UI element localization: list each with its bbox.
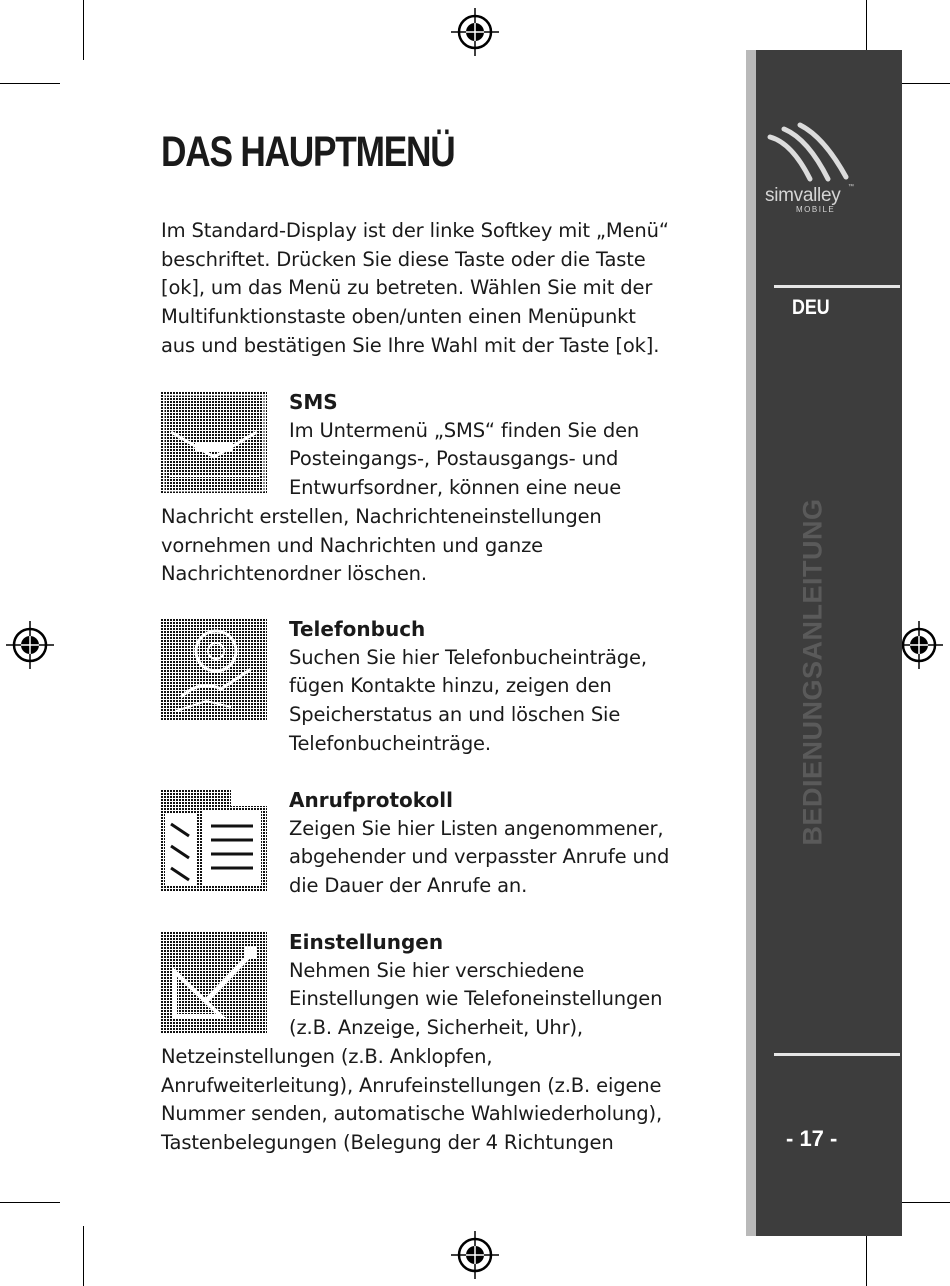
text-line: Nachrichtenordner löschen. bbox=[161, 562, 427, 586]
section-heading: SMS bbox=[289, 390, 338, 414]
brand-subtitle: MOBILE bbox=[796, 205, 836, 214]
divider bbox=[774, 285, 900, 288]
text-line: Speicherstatus an und löschen Sie bbox=[289, 703, 621, 727]
text-line: Im Untermenü „SMS“ finden Sie den bbox=[289, 418, 640, 442]
section-text-wrap bbox=[161, 1043, 662, 1158]
text-line: Nehmen Sie hier verschiedene bbox=[289, 958, 585, 982]
text-line: Zeigen Sie hier Listen angenommener, bbox=[289, 816, 664, 840]
text-line: Netzeinstellungen (z.B. Anklopfen, bbox=[161, 1044, 493, 1068]
crop-mark bbox=[0, 83, 60, 84]
crop-mark bbox=[83, 0, 84, 60]
section-text bbox=[289, 644, 647, 759]
brand-trademark: ™ bbox=[848, 184, 854, 190]
divider bbox=[774, 1053, 900, 1056]
text-line: (z.B. Anzeige, Sicherheit, Uhr), bbox=[289, 1016, 583, 1040]
phonebook-icon bbox=[161, 619, 267, 721]
intro-line: Im Standard-Display ist der linke Softkey mit „Menü“ bbox=[161, 219, 669, 242]
text-line: Nummer senden, automatische Wahlwiederholung), bbox=[161, 1102, 663, 1126]
text-line: Posteingangs-, Postausgangs- und bbox=[289, 447, 619, 471]
settings-tools-icon bbox=[161, 932, 267, 1034]
section-text-wrap bbox=[161, 503, 602, 589]
side-tab-edge bbox=[746, 50, 756, 1236]
text-line: abgehender und verpasster Anrufe und bbox=[289, 845, 670, 869]
section-text bbox=[289, 957, 662, 1043]
intro-line: aus und bestätigen Sie Ihre Wahl mit der Taste [ok]. bbox=[161, 333, 660, 357]
text-line: Suchen Sie hier Telefonbucheinträge, bbox=[289, 645, 647, 669]
text-line: Anrufweiterleitung), Anrufeinstellungen (z.B. eigene bbox=[161, 1073, 662, 1097]
sms-envelope-icon bbox=[161, 392, 267, 494]
manual-label: BEDIENUNGSANLEITUNG bbox=[797, 498, 828, 846]
intro-paragraph bbox=[161, 217, 721, 361]
text-line: fügen Kontakte hinzu, zeigen den bbox=[289, 674, 612, 698]
text-line: vornehmen und Nachrichten und ganze bbox=[161, 533, 543, 557]
registration-mark-icon bbox=[451, 8, 499, 56]
text-line: Entwurfsordner, können eine neue bbox=[289, 476, 622, 500]
text-line: Telefonbucheinträge. bbox=[289, 731, 491, 755]
intro-line: Multifunktionstaste oben/unten einen Menüpunkt bbox=[161, 305, 636, 329]
section-text bbox=[289, 815, 669, 901]
registration-mark-icon bbox=[451, 1231, 499, 1279]
registration-mark-icon bbox=[6, 621, 54, 669]
section-text bbox=[289, 417, 639, 503]
crop-mark bbox=[0, 1202, 60, 1203]
page-number: - 17 - bbox=[786, 1126, 838, 1151]
intro-line: [ok], um das Menü zu betreten. Wählen Sie mit der bbox=[161, 276, 653, 300]
crop-mark bbox=[83, 1226, 84, 1286]
text-line: Einstellungen wie Telefoneinstellungen bbox=[289, 987, 663, 1011]
text-line: Tastenbelegungen (Belegung der 4 Richtungen bbox=[161, 1130, 614, 1154]
intro-line: beschriftet. Drücken Sie diese Taste oder die Taste bbox=[161, 247, 646, 271]
page-title: DAS HAUPTMENÜ bbox=[161, 128, 455, 176]
text-line: die Dauer der Anrufe an. bbox=[289, 874, 528, 898]
text-line: Nachricht erstellen, Nachrichteneinstellungen bbox=[161, 504, 602, 528]
language-label: DEU bbox=[792, 296, 830, 319]
section-heading: Anrufprotokoll bbox=[289, 788, 453, 812]
call-log-icon bbox=[161, 790, 267, 892]
registration-mark-icon bbox=[895, 621, 943, 669]
brand-name: simvalley bbox=[765, 185, 841, 206]
section-heading: Telefonbuch bbox=[289, 617, 426, 641]
section-heading: Einstellungen bbox=[289, 930, 444, 954]
